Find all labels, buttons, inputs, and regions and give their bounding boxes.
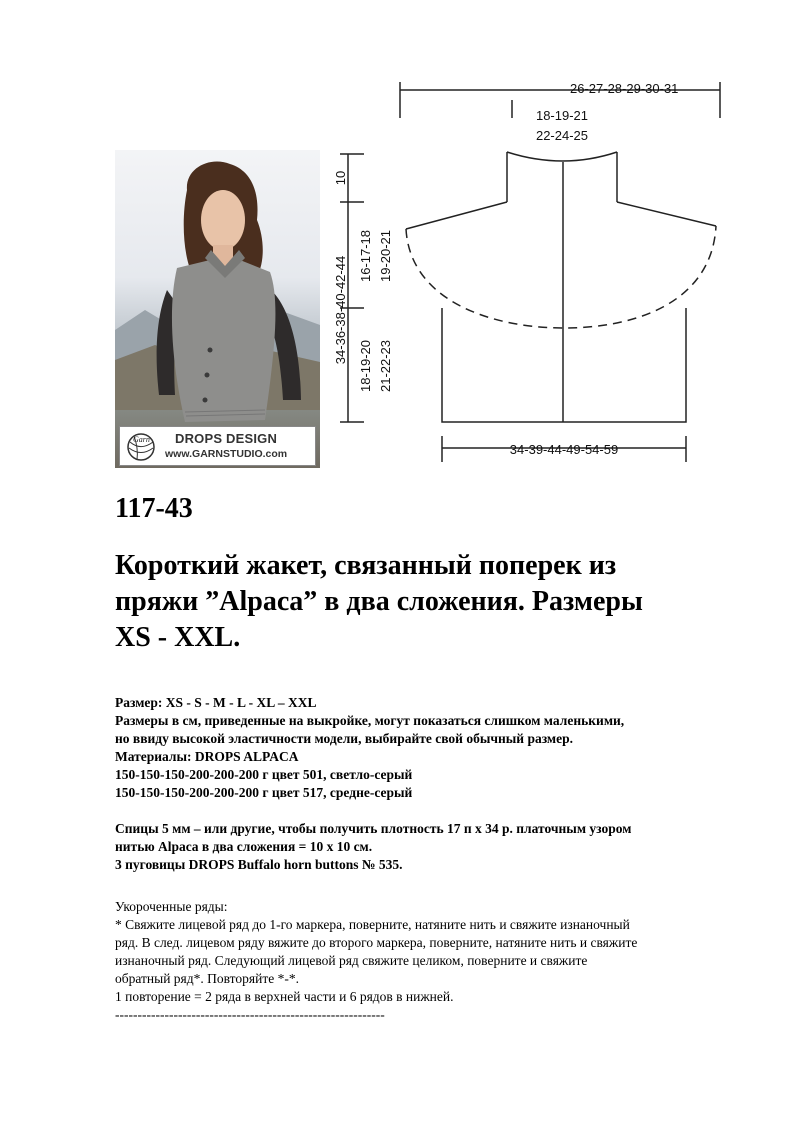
total-height-label: 34-36-38-40-42-44 <box>333 255 348 365</box>
lower-height-label-2: 21-22-23 <box>378 339 393 393</box>
title-line: Короткий жакет, связанный поперек из <box>115 550 617 581</box>
needles-line: нитью Alpaca в два сложения = 10 х 10 см. <box>115 839 373 854</box>
lower-body-outline <box>442 308 686 422</box>
logo-mark-text: Garn <box>133 435 150 444</box>
logo-brand: DROPS DESIGN <box>175 431 278 446</box>
materials-section <box>115 694 755 874</box>
technique-line: обратный ряд*. Повторяйте *-*. <box>115 971 299 986</box>
neck-width-label-2: 22-24-25 <box>535 128 589 143</box>
lower-height-label-1: 18-19-20 <box>358 339 373 393</box>
materials-line: Материалы: DROPS ALPACA <box>115 749 299 764</box>
technique-line: * Свяжите лицевой ряд до 1-го маркера, поверните, натяните нить и свяжите изнаночный <box>115 917 630 932</box>
yoke-height-label-1: 16-17-18 <box>358 229 373 283</box>
bottom-width-label: 34-39-44-49-54-59 <box>509 442 619 457</box>
yarn-ball-icon <box>125 430 157 462</box>
title-line: XS - XXL. <box>115 622 241 653</box>
technique-line: изнаночный ряд. Следующий лицевой ряд свяжите целиком, поверните и свяжите <box>115 953 588 968</box>
buttons-line: 3 пуговицы DROPS Buffalo horn buttons № 535. <box>115 857 403 872</box>
technique-heading: Укороченные ряды: <box>115 899 228 914</box>
separator-line: ------------------------------------------------------------ <box>115 1007 385 1022</box>
size-note-line: Размеры в см, приведенные на выкройке, могут показаться слишком маленькими, <box>115 713 625 728</box>
needles-line: Спицы 5 мм – или другие, чтобы получить плотность 17 п х 34 р. платочным узором <box>115 821 632 836</box>
yoke-dashed-curve <box>406 226 716 328</box>
size-note-line: но ввиду высокой эластичности модели, выбирайте свой обычный размер. <box>115 731 574 746</box>
garnstudio-logo <box>119 426 316 466</box>
technique-line: 1 повторение = 2 ряда в верхней части и 6 рядов в нижней. <box>115 989 454 1004</box>
model-figure <box>115 150 320 468</box>
sizes-line: Размер: XS - S - M - L - XL – XXL <box>115 695 317 710</box>
pattern-number: 117-43 <box>115 493 193 524</box>
neck-width-label-1: 18-19-21 <box>535 108 589 123</box>
page-title <box>115 548 755 656</box>
yoke-height-label-2: 19-20-21 <box>378 229 393 283</box>
measurement-schematic <box>320 70 740 480</box>
yarn-line: 150-150-150-200-200-200 г цвет 517, средне-серый <box>115 785 413 800</box>
neck-curve <box>507 152 617 161</box>
top-width-label: 26-27-28-29-30-31 <box>570 81 679 96</box>
collar-height-label: 10 <box>333 170 348 186</box>
product-photo <box>115 150 320 468</box>
logo-url: www.GARNSTUDIO.com <box>165 448 288 460</box>
yarn-line: 150-150-150-200-200-200 г цвет 501, светло-серый <box>115 767 413 782</box>
title-line: пряжи ”Alpaca” в два сложения. Размеры <box>115 586 643 617</box>
short-rows-section <box>115 898 755 1024</box>
technique-line: ряд. В след. лицевом ряду вяжите до второго маркера, поверните, натяните нить и свяжите <box>115 935 638 950</box>
